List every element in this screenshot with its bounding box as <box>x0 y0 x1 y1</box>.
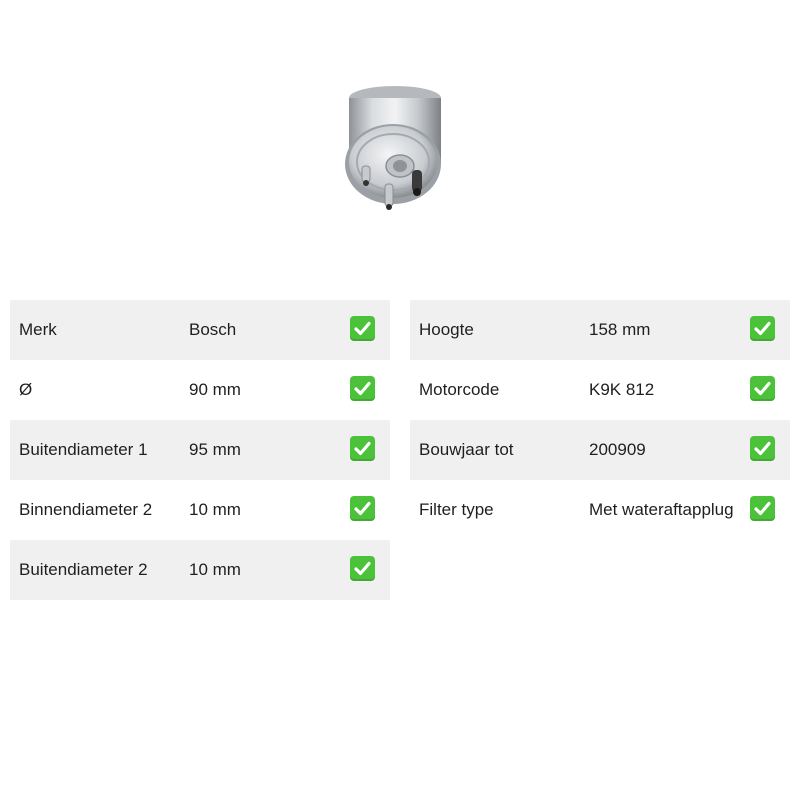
spec-row-bouwjaar-tot <box>410 420 790 480</box>
spec-value: K9K 812 <box>589 380 655 399</box>
spec-value: 158 mm <box>589 320 651 339</box>
check-mark-icon <box>350 436 375 461</box>
spec-row-buitendiameter-2 <box>10 540 390 600</box>
spec-label: Bouwjaar tot <box>419 440 514 459</box>
product-image-fuel-filter <box>330 80 460 220</box>
spec-value: 10 mm <box>189 500 241 519</box>
spec-label: Filter type <box>419 500 494 519</box>
spec-label: Ø <box>19 380 33 399</box>
spec-label: Buitendiameter 2 <box>19 560 148 579</box>
spec-value: 10 mm <box>189 560 241 579</box>
spec-row-hoogte <box>410 300 790 360</box>
spec-value: 90 mm <box>189 380 241 399</box>
spec-label: Merk <box>19 320 57 339</box>
check-mark-icon <box>350 556 375 581</box>
spec-table-right <box>410 300 790 540</box>
spec-value: 200909 <box>589 440 646 459</box>
spec-label: Binnendiameter 2 <box>19 500 153 519</box>
spec-value: Bosch <box>189 320 237 339</box>
check-mark-icon <box>350 496 375 521</box>
spec-row-diameter <box>10 360 390 420</box>
spec-table-left <box>10 300 390 600</box>
spec-row-motorcode <box>410 360 790 420</box>
spec-value: 95 mm <box>189 440 241 459</box>
spec-value: Met wateraftapplug <box>589 500 734 519</box>
check-mark-icon <box>750 316 775 341</box>
check-mark-icon <box>750 376 775 401</box>
spec-label: Buitendiameter 1 <box>19 440 148 459</box>
spec-row-merk <box>10 300 390 360</box>
spec-row-buitendiameter-1 <box>10 420 390 480</box>
check-mark-icon <box>350 316 375 341</box>
spec-label: Motorcode <box>419 380 500 399</box>
check-mark-icon <box>750 496 775 521</box>
check-mark-icon <box>350 376 375 401</box>
check-mark-icon <box>750 436 775 461</box>
spec-label: Hoogte <box>419 320 474 339</box>
spec-row-binnendiameter-2 <box>10 480 390 540</box>
spec-row-filter-type <box>410 480 790 540</box>
